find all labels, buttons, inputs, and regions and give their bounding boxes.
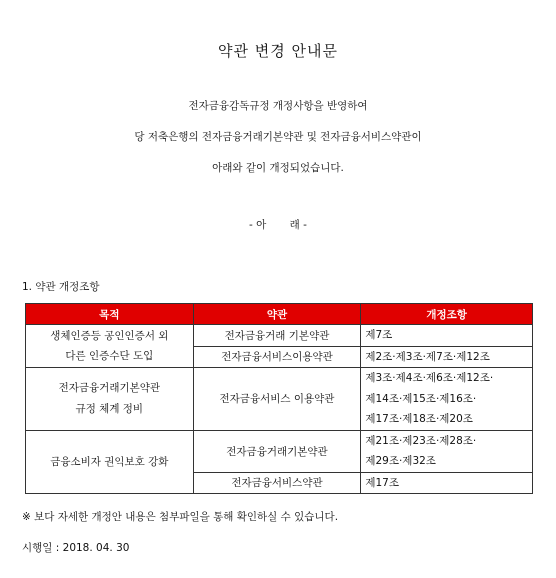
articles-line: 제21조·제23조·제28조· [365, 434, 477, 447]
articles-cell [361, 430, 533, 472]
terms-cell: 전자금융서비스약관 [193, 472, 361, 494]
purpose-line: 규정 체계 정비 [75, 402, 144, 415]
articles-cell [361, 346, 533, 368]
articles-line: 제29조·제32조 [365, 455, 436, 467]
intro-line-3: 아래와 같이 개정되었습니다. [212, 162, 344, 174]
terms-cell: 전자금융서비스 이용약관 [193, 368, 361, 431]
purpose-cell [26, 430, 194, 494]
articles-cell [361, 472, 533, 494]
header-articles: 개정조항 [361, 304, 533, 325]
intro-line-1: 전자금융감독규정 개정사항을 반영하여 [188, 100, 368, 112]
articles-cell [361, 325, 533, 347]
purpose-cell [26, 368, 194, 431]
section-heading: 1. 약관 개정조항 [22, 281, 100, 293]
terms-cell: 전자금융거래기본약관 [193, 430, 361, 472]
table-header-row [26, 304, 533, 325]
terms-cell: 전자금융거래 기본약관 [193, 325, 361, 347]
table-row [26, 325, 533, 347]
header-terms: 약관 [193, 304, 361, 325]
articles-line: 제17조·제18조·제20조 [365, 413, 473, 425]
articles-line: 제2조·제3조·제7조·제12조 [365, 350, 490, 363]
purpose-line: 다른 인증수단 도입 [65, 350, 154, 362]
articles-line: 제3조·제4조·제6조·제12조· [365, 372, 494, 384]
intro-line-2: 당 저축은행의 전자금융거래기본약관 및 전자금융서비스약관이 [134, 131, 422, 143]
terms-cell: 전자금융서비스이용약관 [193, 346, 361, 368]
purpose-cell [26, 325, 194, 368]
table-row [26, 368, 533, 431]
purpose-line: 생체인증등 공인인증서 외 [50, 329, 169, 342]
articles-line: 제17조 [365, 476, 399, 489]
attachment-note: ※ 보다 자세한 개정안 내용은 첨부파일을 통해 확인하실 수 있습니다. [22, 511, 339, 523]
articles-line: 제14조·제15조·제16조· [365, 392, 477, 405]
purpose-line: 전자금융거래기본약관 [58, 382, 161, 395]
header-purpose: 목적 [26, 304, 194, 325]
articles-cell [361, 368, 533, 431]
changes-table [25, 303, 533, 494]
page-title: 약관 변경 안내문 [218, 42, 338, 60]
effective-date: 시행일 : 2018. 04. 30 [22, 542, 130, 554]
table-row [26, 430, 533, 472]
articles-line: 제7조 [365, 329, 393, 341]
purpose-line: 금융소비자 권익보호 강화 [50, 455, 169, 468]
a-line: - 아 래 - [249, 219, 307, 231]
